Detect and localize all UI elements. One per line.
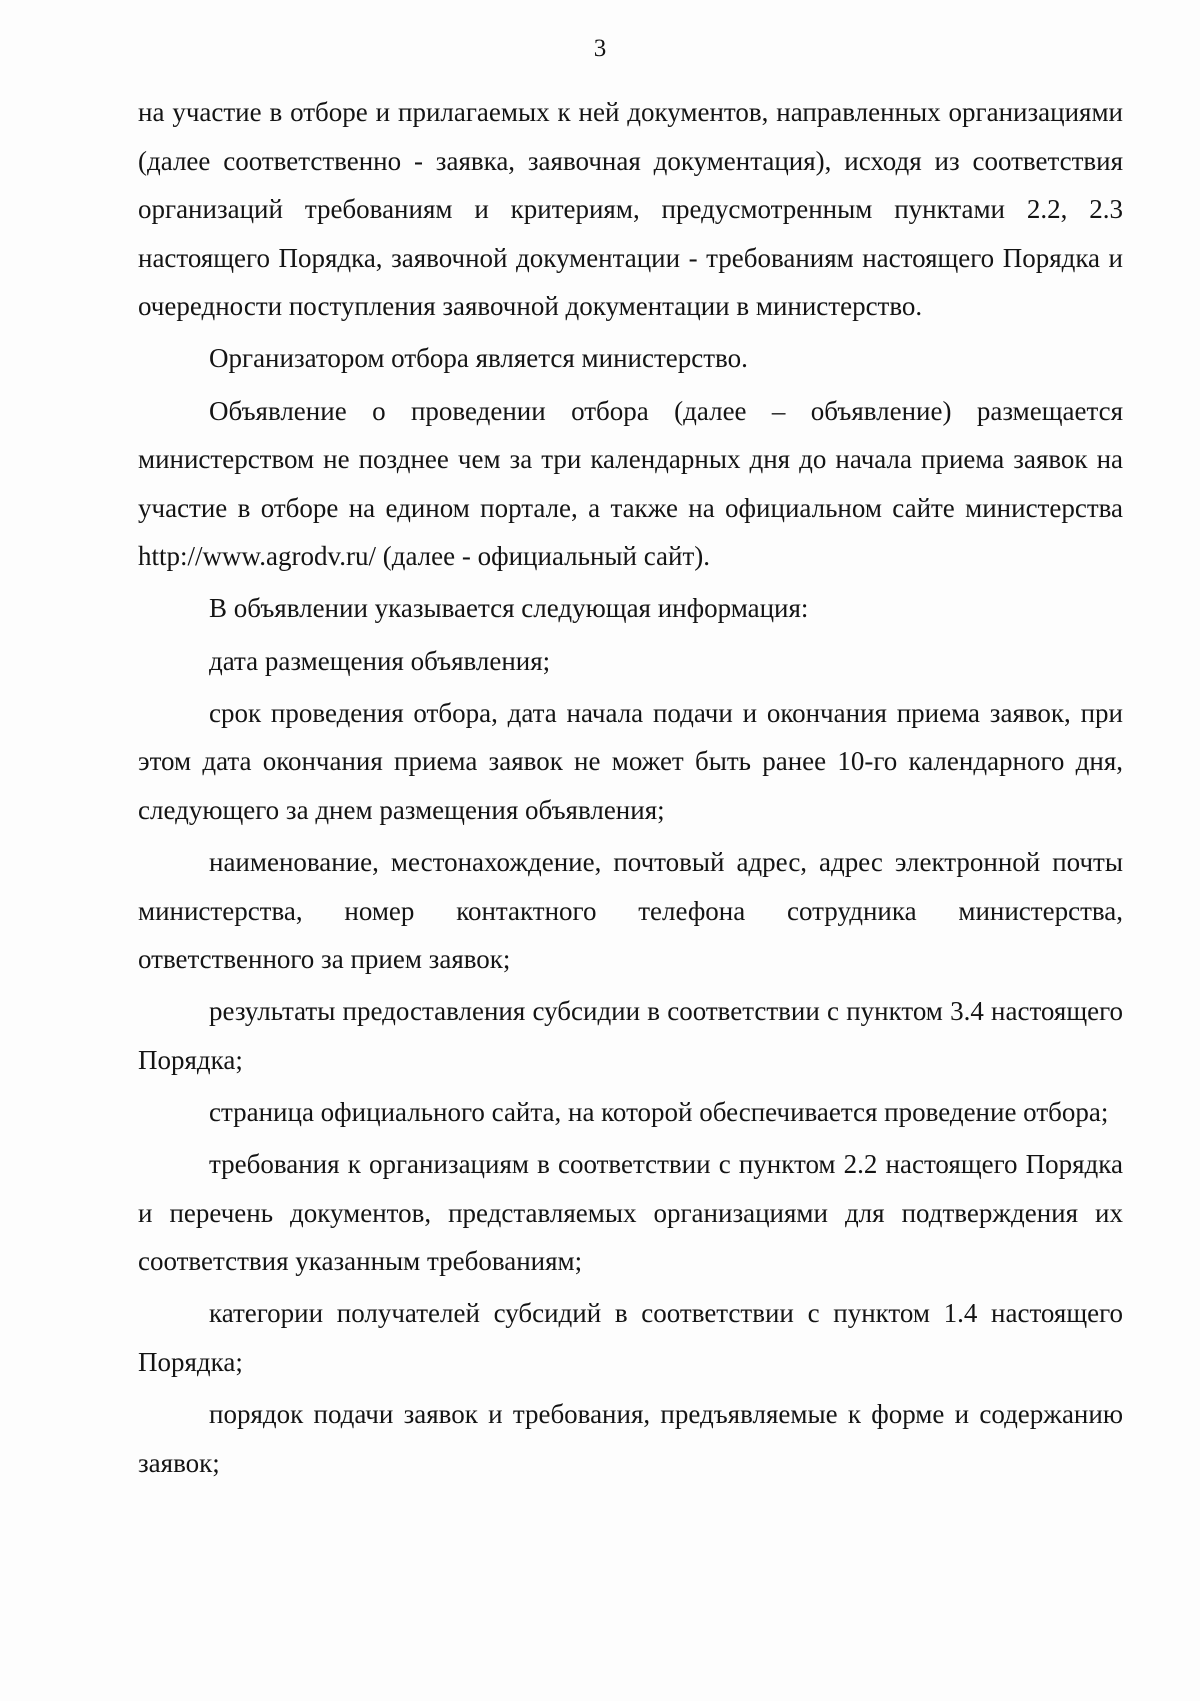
paragraph-organizer: Организатором отбора является министерство. [209, 343, 748, 374]
paragraph-announcement: Объявление о проведении отбора (далее – объявление) размещается министерством не позднее чем за три календарных дня до начала приема заявок на участие в отборе на едином портале, а также на официальном сайте министерства http://www.agrodv.ru/ (далее - официальный сайт). [138, 395, 1123, 572]
paragraph-selection-criteria: на участие в отборе и прилагаемых к ней документов, направленных организациями (далее соответственно - заявка, заявочная документация), исходя из соответствия организаций требованиям и критериям, предусмотренным пунктами 2.2, 2.3 настоящего Порядка, заявочной документации - требованиям настоящего Порядка и очередности поступления заявочной документации в министерство. [138, 97, 1123, 322]
list-item-selection-period: срок проведения отбора, дата начала подачи и окончания приема заявок, при этом дата окончания приема заявок не может быть ранее 10-го календарного дня, следующего за днем размещения объявления; [138, 697, 1123, 825]
list-item-recipient-categories: категории получателей субсидий в соответствии с пунктом 1.4 настоящего Порядка; [138, 1298, 1123, 1377]
list-item-website-page: страница официального сайта, на которой обеспечивается проведение отбора; [209, 1096, 1109, 1127]
paragraph-announcement-info: В объявлении указывается следующая информация: [209, 593, 809, 624]
list-item-subsidy-results: результаты предоставления субсидии в соответствии с пунктом 3.4 настоящего Порядка; [138, 996, 1123, 1075]
list-item-requirements: требования к организациям в соответствии с пунктом 2.2 настоящего Порядка и перечень документов, представляемых организациями для подтверждения их соответствия указанным требованиям; [138, 1148, 1123, 1277]
list-item-application-procedure: порядок подачи заявок и требования, предъявляемые к форме и содержанию заявок; [138, 1398, 1123, 1478]
document-body [138, 88, 1123, 1487]
page-number: 3 [593, 35, 607, 62]
list-item-ministry-contacts: наименование, местонахождение, почтовый адрес, адрес электронной почты министерства, номер контактного телефона сотрудника министерства, ответственного за прием заявок; [138, 846, 1123, 975]
list-item-publication-date: дата размещения объявления; [209, 645, 551, 676]
